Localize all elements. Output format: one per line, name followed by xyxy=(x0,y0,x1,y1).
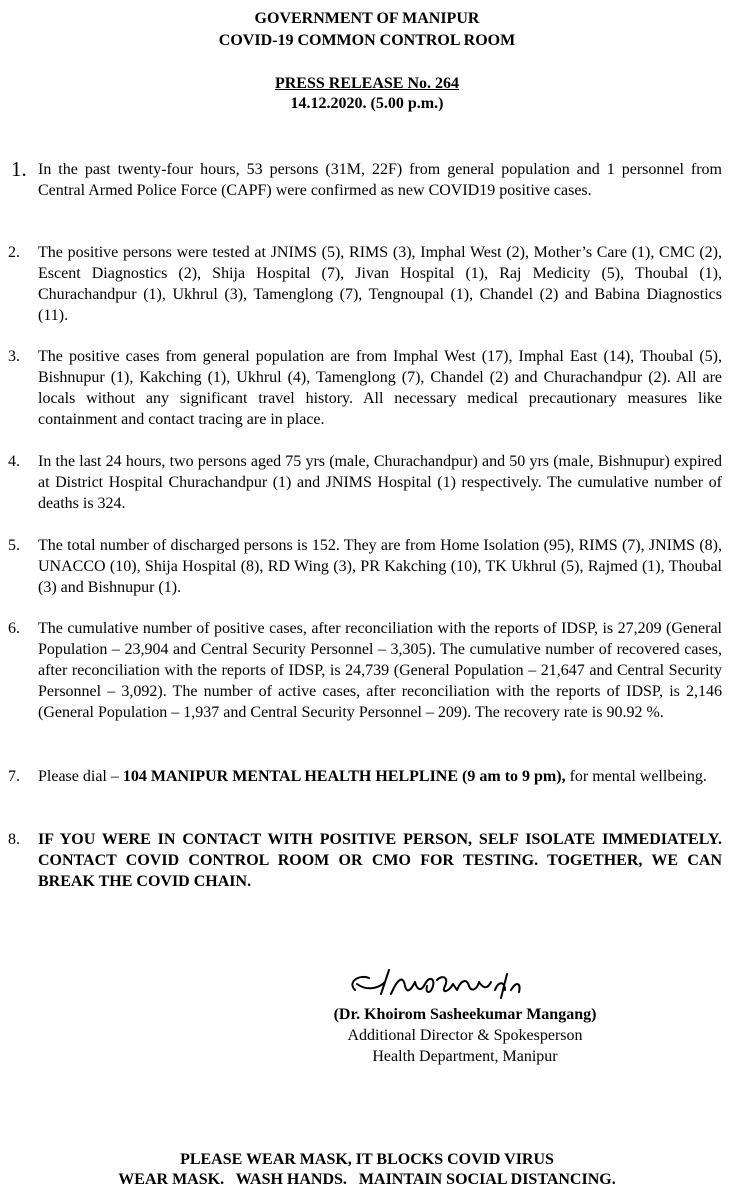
helpline-text: 104 MANIPUR MENTAL HEALTH HELPLINE (9 am to 9 pm), xyxy=(122,768,566,785)
self-isolate-notice: IF YOU WERE IN CONTACT WITH POSITIVE PERSON, SELF ISOLATE IMMEDIATELY. CONTACT COVID CONTROL ROOM OR CMO FOR TESTING. TOGETHER, WE CAN BREAK THE COVID CHAIN. xyxy=(38,831,722,890)
item-text: In the last 24 hours, two persons aged 75 yrs (male, Churachandpur) and 50 yrs (male, Bishnupur) expired at District Hospital Churachandpur (1) and JNIMS Hospital (1) respectively. The cumulative number of deaths is 324. xyxy=(38,453,722,512)
press-release-number: PRESS RELEASE No. 264 xyxy=(274,75,460,92)
item-text-tail: for mental wellbeing. xyxy=(565,768,707,785)
item-text: In the past twenty-four hours, 53 persons (31M, 22F) from general population and 1 personnel from Central Armed Police Force (CAPF) were confirmed as new COVID19 positive cases. xyxy=(38,161,722,199)
list-item-4 xyxy=(8,451,722,514)
item-number: 6. xyxy=(8,620,20,637)
footer-mask-notice: PLEASE WEAR MASK, IT BLOCKS COVID VIRUS xyxy=(180,1151,554,1168)
list-item-2 xyxy=(8,242,722,326)
signatory-name: (Dr. Khoirom Sasheekumar Mangang) xyxy=(333,1006,597,1023)
item-text xyxy=(38,766,722,787)
item-number: 2. xyxy=(8,244,20,261)
item-number: 5. xyxy=(8,537,20,554)
list-item-6 xyxy=(8,618,722,723)
item-text: The total number of discharged persons is 152. They are from Home Isolation (95), RIMS (7), JNIMS (8), UNACCO (10), Shija Hospital (8), RD Wing (3), PR Kakching (10), TK Ukhrul (5), Rajmed (1), Thoubal (3) and Bishnupur (1). xyxy=(38,537,722,596)
item-number: 3. xyxy=(8,348,20,365)
list-item-1 xyxy=(8,159,722,201)
item-text: The positive persons were tested at JNIMS (5), RIMS (3), Imphal West (2), Mother’s Care (1), CMC (2), Escent Diagnostics (2), Shija Hospital (7), Jivan Hospital (1), Raj Medicity (5), Thoubal (1), Churachandpur (1), Ukhrul (3), Tamenglong (7), Tengnoupal (1), Chandel (2) and Babina Diagnostics (11). xyxy=(38,244,722,324)
signatory-block xyxy=(300,1004,630,1067)
item-number: 1. xyxy=(11,157,27,181)
item-text: The cumulative number of positive cases, after reconciliation with the reports of IDSP, is 27,209 (General Population – 23,904 and Central Security Personnel – 3,305). The cumulative number of recovered cases, after reconciliation with the reports of IDSP, is 24,739 (General Population – 21,647 and Central Security Personnel – 3,092). The number of active cases, after reconciliation with the reports of IDSP, is 2,146 (General Population – 1,937 and Central Security Personnel – 209). The recovery rate is 90.92 %. xyxy=(38,620,722,721)
signatory-department: Health Department, Manipur xyxy=(372,1048,558,1065)
list-item-7 xyxy=(8,766,722,787)
item-number: 4. xyxy=(8,453,20,470)
government-heading: GOVERNMENT OF MANIPUR xyxy=(254,10,480,27)
handwritten-signature xyxy=(345,960,575,1006)
item-number: 8. xyxy=(8,831,20,848)
item-text: The positive cases from general population are from Imphal West (17), Imphal East (14), Thoubal (5), Bishnupur (1), Kakching (1), Ukhrul (4), Tamenglong (7), Chandel (2) and Churachandpur (2). All are locals without any significant travel history. All necessary medical precautionary measures like containment and contact tracing are in place. xyxy=(38,348,722,428)
control-room-heading: COVID-19 COMMON CONTROL ROOM xyxy=(218,32,516,49)
list-item-5 xyxy=(8,535,722,598)
footer-safety-slogan: WEAR MASK. WASH HANDS. MAINTAIN SOCIAL DISTANCING. xyxy=(118,1171,616,1188)
signatory-title: Additional Director & Spokesperson xyxy=(347,1027,583,1044)
list-item-3 xyxy=(8,346,722,430)
list-item-8 xyxy=(8,829,722,892)
item-text-lead: Please dial – xyxy=(38,768,123,785)
item-number: 7. xyxy=(8,768,20,785)
release-date: 14.12.2020. (5.00 p.m.) xyxy=(290,95,444,112)
